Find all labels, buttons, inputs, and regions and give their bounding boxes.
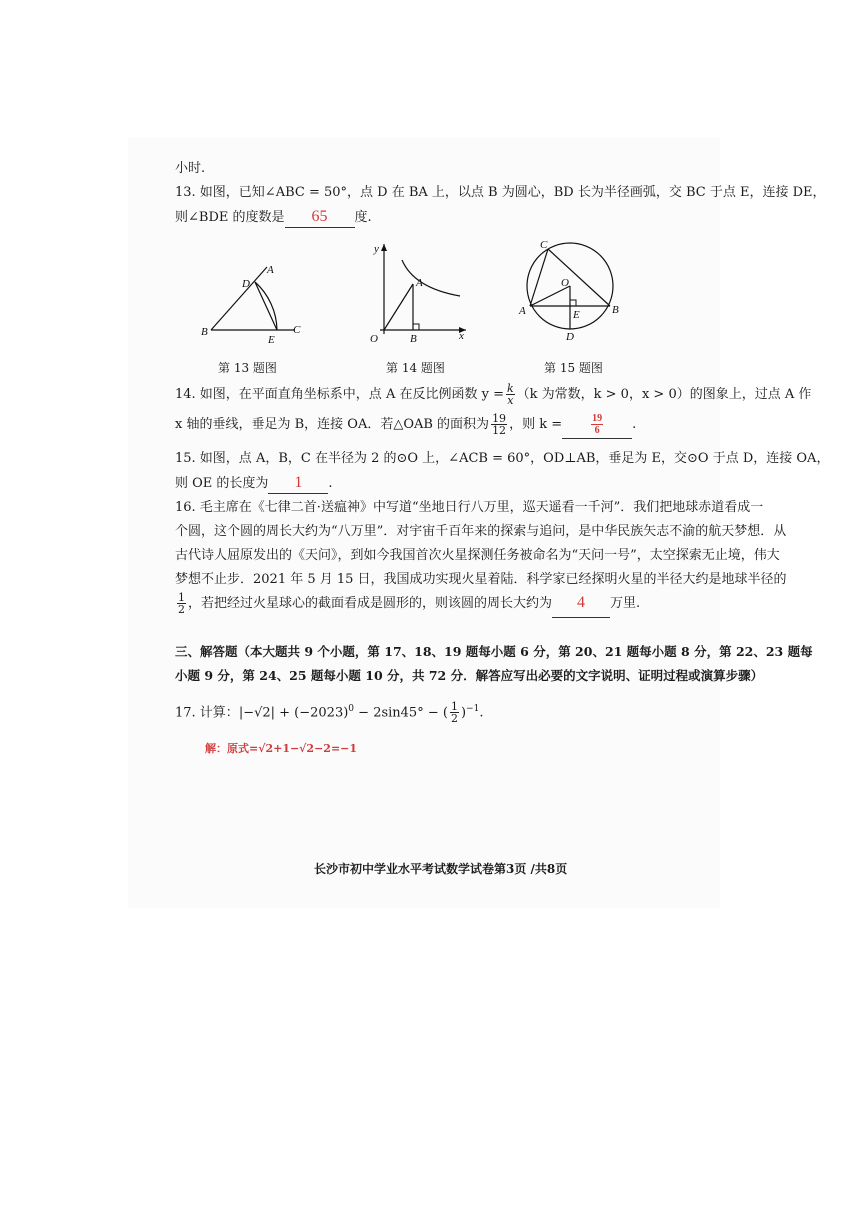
fig14-label-x: x (459, 330, 464, 342)
q16-line2: 个圆，这个圆的周长大约为“八万里”．对宇宙千百年来的探索与追问，是中华民族矢志不渝的航天梦想．从 (175, 524, 787, 539)
fig13-segment-ba (211, 267, 267, 330)
fig14-y-arrow (381, 244, 387, 251)
q17-exp-neg1: −1 (466, 704, 480, 714)
q14-area-den: 12 (492, 424, 507, 437)
q16-text: ，若把经过火星球心的截面看成是圆形的，则该圆的周长大约为 (188, 596, 553, 611)
figure-15 (515, 236, 625, 346)
page-footer: 长沙市初中学业水平考试数学试卷第3页 /共8页 (314, 862, 568, 876)
q14-answer-fraction (591, 413, 603, 436)
q14-text-e: . (632, 417, 637, 432)
q16-half-fraction (177, 592, 186, 615)
fig15-right-angle (570, 300, 576, 306)
q14-line2 (175, 412, 636, 439)
q14-area-num: 19 (492, 412, 507, 425)
fig15-segment-oa (530, 286, 570, 306)
q17-line: 17. 计算：$|-√2| + (-2023)^0 - 2\sin 45^\circ$ − ( $\frac{1}{2}$ )$^{-1}$. (175, 700, 484, 726)
q14-frac-k-num: k (506, 382, 514, 395)
fig15-label-a: A (519, 305, 526, 317)
q13-line1: 13. 如图，已知∠ABC = 50°，点 D 在 BA 上，以点 B 为圆心，BD 长为半径画弧，交 BC 于点 E，连接 DE， (175, 185, 826, 200)
q16-blank (552, 590, 610, 618)
q15-line1: 15. 如图，点 A，B，C 在半径为 2 的⊙O 上，∠ACB = 60°，OD⊥AB，垂足为 E，交⊙O 于点 D，连接 OA， (175, 451, 830, 466)
q13-text: 则∠BDE 的度数是 (175, 210, 285, 225)
figure-14 (362, 238, 472, 348)
q13-line2 (175, 208, 372, 228)
fig15-segment-cb (548, 249, 610, 306)
fig15-label-d: D (566, 331, 574, 343)
q16-line4: 梦想不止步．2021 年 5 月 15 日，我国成功实现火星着陆．科学家已经探明火星的半径大约是地球半径的 (175, 572, 787, 587)
fig15-label-c: C (540, 239, 548, 251)
section3-heading-line2: 小题 9 分，第 24、25 题每小题 10 分，共 72 分．解答应写出必要的文字说明、证明过程或演算步骤） (175, 668, 764, 683)
fig14-label-a: A (416, 277, 423, 289)
q15-line2 (175, 474, 333, 494)
q17-label: 17. 计算： (175, 705, 239, 721)
q14-blank (562, 412, 632, 439)
q13-unit: 度. (354, 210, 372, 225)
q13-answer: 65 (311, 208, 328, 225)
q14-area-fraction (491, 413, 507, 436)
q16-half-den: 2 (178, 603, 185, 616)
fig13-label-e: E (268, 334, 275, 345)
q16-line5 (175, 590, 640, 618)
fig14-hyperbola (402, 260, 460, 296)
q16-unit: 万里. (610, 596, 641, 611)
q16-answer: 4 (577, 594, 586, 611)
fig14-right-angle (413, 324, 419, 330)
q14-text-d: ，则 k = (509, 417, 563, 432)
fig13-label-b: B (201, 326, 208, 338)
q14-text-b: （k 为常数，k > 0，x > 0）的图象上，过点 A 作 (516, 387, 812, 402)
fig14-label-y: y (374, 243, 379, 255)
fig14-caption: 第 14 题图 (386, 361, 445, 375)
q17-exp0: 0 (348, 704, 355, 714)
fig15-caption: 第 15 题图 (544, 361, 603, 375)
fig13-segment-de (255, 282, 277, 330)
q14-answer-num: 19 (592, 413, 603, 424)
figure-13 (195, 255, 315, 345)
fig14-label-b: B (410, 333, 417, 345)
fig15-label-e: E (573, 309, 580, 321)
q17-half-fraction (450, 701, 459, 724)
q14-frac-k-den: x (507, 394, 514, 407)
fig13-caption: 第 13 题图 (218, 361, 277, 375)
fig13-label-a: A (267, 264, 274, 276)
fig15-label-o: O (561, 277, 569, 289)
fig14-label-o: O (370, 333, 378, 345)
q14-text-a: 14. 如图，在平面直角坐标系中，点 A 在反比例函数 y = (175, 387, 504, 402)
fig15-segment-ca (530, 249, 548, 306)
q15-period: . (328, 476, 333, 491)
q15-blank (268, 474, 328, 494)
q17-end: . (479, 705, 484, 721)
q16-half-num: 1 (178, 591, 185, 604)
fig13-label-d: D (242, 278, 250, 290)
fig13-label-c: C (293, 324, 301, 336)
q16-line1: 16. 毛主席在《七律二首·送瘟神》中写道“坐地日行八万里，巡天遥看一千河”．我们把地球赤道看成一 (175, 500, 764, 515)
q15-answer: 1 (294, 474, 303, 491)
fig14-segment-oa (384, 284, 413, 330)
fig15-label-b: B (612, 304, 619, 316)
q16-line3: 古代诗人屈原发出的《天问》，到如今我国首次火星探测任务被命名为“天问一号”，太空探索无止境，伟大 (175, 548, 780, 563)
q15-text: 则 OE 的长度为 (175, 476, 269, 491)
q13-blank (285, 208, 355, 228)
q17-expr-b: − 2sin45° − (354, 705, 439, 721)
q14-function-fraction (506, 383, 515, 406)
q14-answer-den: 6 (594, 425, 600, 436)
section3-heading-line1: 三、解答题（本大题共 9 个小题，第 17、18、19 题每小题 6 分，第 20、21 题每小题 8 分，第 22、23 题每 (175, 644, 813, 659)
q14-text-c: x 轴的垂线，垂足为 B，连接 OA．若△OAB 的面积为 (175, 417, 490, 432)
q17-half-den: 2 (450, 712, 458, 726)
q14-line1 (175, 382, 811, 408)
q17-solution: 解：原式=√2+1−√2−2=−1 (205, 742, 358, 755)
q17-expr-a: |−√2| + (−2023) (238, 705, 349, 721)
q17-half-num: 1 (450, 700, 458, 714)
line-continuation: 小时. (175, 161, 206, 176)
